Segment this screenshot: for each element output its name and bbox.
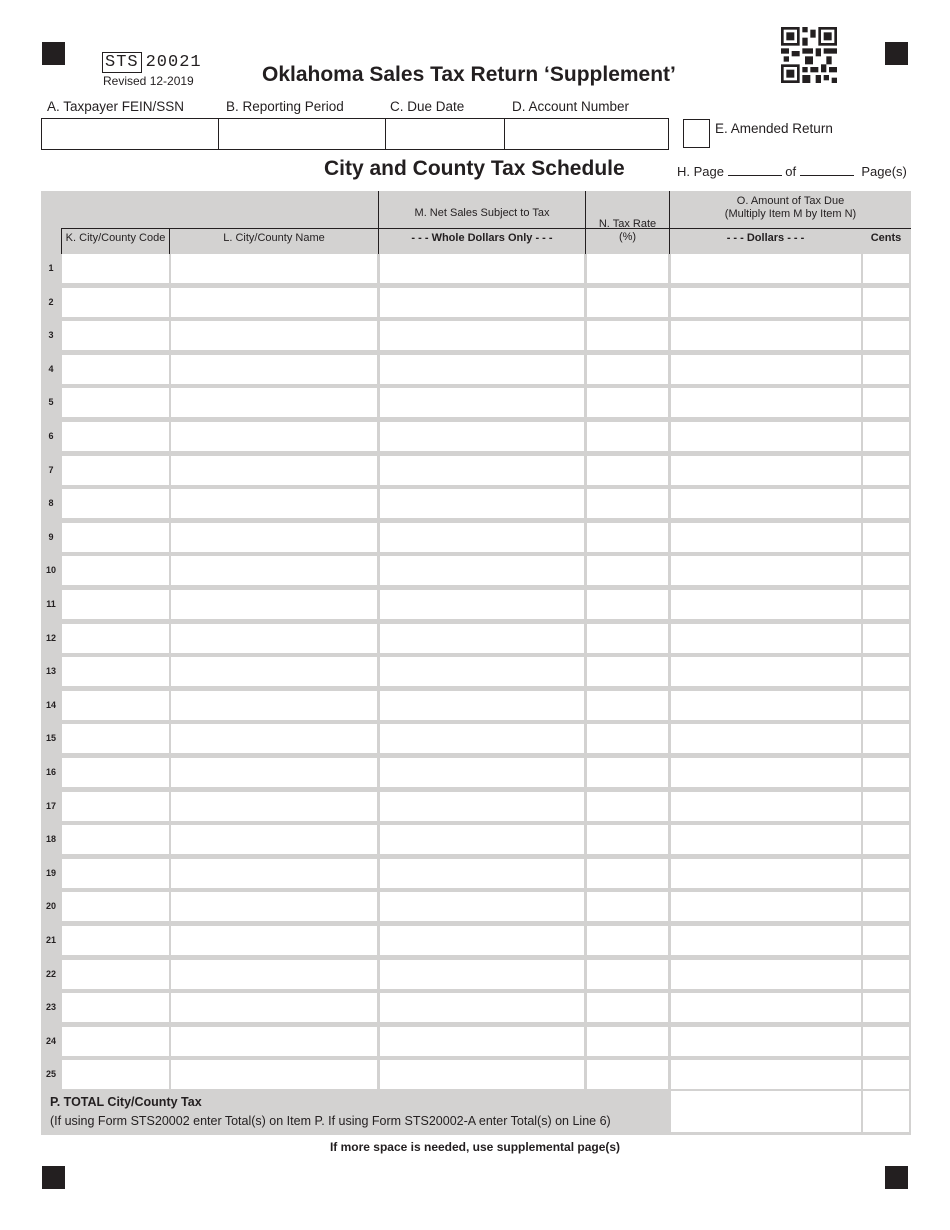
tax-cents-field[interactable] <box>863 758 909 787</box>
amended-return-checkbox[interactable] <box>683 119 710 148</box>
page-suffix-label: Page(s) <box>861 164 907 179</box>
taxpayer-info-fields <box>41 118 669 150</box>
city-county-code-field[interactable] <box>62 1027 169 1056</box>
tax-rate-field[interactable] <box>587 556 668 585</box>
tax-dollars-field[interactable] <box>671 1060 861 1089</box>
net-sales-field[interactable] <box>380 422 584 451</box>
row-number: 24 <box>45 1035 56 1046</box>
tax-dollars-field[interactable] <box>671 657 861 686</box>
schedule-title: City and County Tax Schedule <box>324 157 625 180</box>
net-sales-field[interactable] <box>380 556 584 585</box>
account-number-field[interactable] <box>505 119 668 149</box>
tax-cents-field[interactable] <box>863 254 909 283</box>
registration-mark-icon <box>42 42 65 65</box>
city-county-name-field[interactable] <box>171 758 377 787</box>
col-o-dollars-header: - - - Dollars - - - <box>726 232 805 244</box>
row-number: 9 <box>48 531 54 542</box>
net-sales-field[interactable] <box>380 859 584 888</box>
tax-dollars-field[interactable] <box>671 388 861 417</box>
net-sales-field[interactable] <box>380 691 584 720</box>
col-o-cents-header: Cents <box>870 232 902 244</box>
total-cents-field[interactable] <box>863 1091 909 1132</box>
tax-rate-field[interactable] <box>587 388 668 417</box>
city-county-code-field[interactable] <box>62 489 169 518</box>
tax-cents-field[interactable] <box>863 1027 909 1056</box>
tax-dollars-field[interactable] <box>671 624 861 653</box>
total-note: (If using Form STS20002 enter Total(s) on Item P. If using Form STS20002-A enter Total(s) on Line 6) <box>50 1114 611 1128</box>
row-number: 19 <box>45 867 56 878</box>
tax-cents-field[interactable] <box>863 624 909 653</box>
tax-rate-field[interactable] <box>587 254 668 283</box>
city-county-code-field[interactable] <box>62 691 169 720</box>
row-number: 7 <box>48 464 54 475</box>
tax-cents-field[interactable] <box>863 288 909 317</box>
col-l-header: L. City/County Name <box>223 232 325 244</box>
city-county-name-field[interactable] <box>171 724 377 753</box>
tax-cents-field[interactable] <box>863 859 909 888</box>
tax-cents-field[interactable] <box>863 590 909 619</box>
form-number <box>102 52 202 73</box>
tax-cents-field[interactable] <box>863 489 909 518</box>
city-county-code-field[interactable] <box>62 388 169 417</box>
tax-cents-field[interactable] <box>863 691 909 720</box>
tax-cents-field[interactable] <box>863 321 909 350</box>
city-county-name-field[interactable] <box>171 489 377 518</box>
net-sales-field[interactable] <box>380 657 584 686</box>
tax-dollars-field[interactable] <box>671 691 861 720</box>
page-total-field[interactable] <box>800 165 854 176</box>
tax-dollars-field[interactable] <box>671 254 861 283</box>
net-sales-field[interactable] <box>380 792 584 821</box>
row-number: 20 <box>45 901 56 912</box>
net-sales-field[interactable] <box>380 456 584 485</box>
city-county-name-field[interactable] <box>171 859 377 888</box>
row-number: 23 <box>45 1002 56 1013</box>
tax-dollars-field[interactable] <box>671 523 861 552</box>
city-county-name-field[interactable] <box>171 422 377 451</box>
city-county-code-field[interactable] <box>62 892 169 921</box>
city-county-name-field[interactable] <box>171 590 377 619</box>
page-of-label: of <box>785 164 797 179</box>
net-sales-field[interactable] <box>380 590 584 619</box>
tax-dollars-field[interactable] <box>671 1027 861 1056</box>
tax-rate-field[interactable] <box>587 960 668 989</box>
tax-rate-field[interactable] <box>587 456 668 485</box>
city-county-name-field[interactable] <box>171 993 377 1022</box>
city-county-name-field[interactable] <box>171 624 377 653</box>
net-sales-field[interactable] <box>380 254 584 283</box>
due-date-field[interactable] <box>386 119 504 149</box>
city-county-code-field[interactable] <box>62 758 169 787</box>
tax-dollars-field[interactable] <box>671 724 861 753</box>
tax-rate-field[interactable] <box>587 1060 668 1089</box>
tax-rate-field[interactable] <box>587 321 668 350</box>
city-county-code-field[interactable] <box>62 825 169 854</box>
net-sales-field[interactable] <box>380 926 584 955</box>
col-o-header: O. Amount of Tax Due <box>736 195 845 207</box>
row-number: 10 <box>45 565 56 576</box>
city-county-name-field[interactable] <box>171 321 377 350</box>
amended-return-label: E. Amended Return <box>715 121 833 136</box>
row-number: 11 <box>46 599 56 609</box>
tax-rate-field[interactable] <box>587 355 668 384</box>
tax-dollars-field[interactable] <box>671 892 861 921</box>
city-county-name-field[interactable] <box>171 657 377 686</box>
net-sales-field[interactable] <box>380 388 584 417</box>
city-county-name-field[interactable] <box>171 456 377 485</box>
tax-cents-field[interactable] <box>863 523 909 552</box>
net-sales-field[interactable] <box>380 993 584 1022</box>
tax-rate-field[interactable] <box>587 825 668 854</box>
col-n-header-unit: (%) <box>618 231 637 243</box>
tax-rate-field[interactable] <box>587 489 668 518</box>
tax-rate-field[interactable] <box>587 288 668 317</box>
tax-rate-field[interactable] <box>587 523 668 552</box>
row-number: 13 <box>45 666 56 677</box>
form-code-box: STS <box>102 52 142 73</box>
tax-cents-field[interactable] <box>863 960 909 989</box>
city-county-code-field[interactable] <box>62 254 169 283</box>
tax-rate-field[interactable] <box>587 624 668 653</box>
row-number: 25 <box>45 1069 56 1080</box>
city-county-name-field[interactable] <box>171 556 377 585</box>
city-county-name-field[interactable] <box>171 254 377 283</box>
qr-code-icon <box>781 27 837 83</box>
city-county-name-field[interactable] <box>171 691 377 720</box>
total-dollars-field[interactable] <box>671 1091 861 1132</box>
net-sales-field[interactable] <box>380 825 584 854</box>
tax-dollars-field[interactable] <box>671 859 861 888</box>
city-county-name-field[interactable] <box>171 288 377 317</box>
reporting-period-label: B. Reporting Period <box>226 99 344 114</box>
tax-rate-field[interactable] <box>587 926 668 955</box>
page-number-field[interactable] <box>728 165 782 176</box>
tax-cents-field[interactable] <box>863 892 909 921</box>
registration-mark-icon <box>42 1166 65 1189</box>
net-sales-field[interactable] <box>380 758 584 787</box>
city-county-code-field[interactable] <box>62 624 169 653</box>
total-title: P. TOTAL City/County Tax <box>50 1095 202 1109</box>
net-sales-field[interactable] <box>380 960 584 989</box>
net-sales-field[interactable] <box>380 288 584 317</box>
city-county-code-field[interactable] <box>62 556 169 585</box>
city-county-name-field[interactable] <box>171 825 377 854</box>
net-sales-field[interactable] <box>380 624 584 653</box>
tax-cents-field[interactable] <box>863 724 909 753</box>
tax-dollars-field[interactable] <box>671 792 861 821</box>
form-code-number: 20021 <box>145 53 202 72</box>
city-county-name-field[interactable] <box>171 1060 377 1089</box>
tax-rate-field[interactable] <box>587 657 668 686</box>
tax-cents-field[interactable] <box>863 657 909 686</box>
tax-rate-field[interactable] <box>587 590 668 619</box>
tax-cents-field[interactable] <box>863 825 909 854</box>
registration-mark-icon <box>885 42 908 65</box>
net-sales-field[interactable] <box>380 523 584 552</box>
row-number: 18 <box>45 834 56 845</box>
city-county-code-field[interactable] <box>62 993 169 1022</box>
tax-rate-field[interactable] <box>587 758 668 787</box>
tax-dollars-field[interactable] <box>671 422 861 451</box>
row-number: 21 <box>45 935 56 945</box>
tax-cents-field[interactable] <box>863 792 909 821</box>
tax-dollars-field[interactable] <box>671 825 861 854</box>
city-county-code-field[interactable] <box>62 960 169 989</box>
due-date-label: C. Due Date <box>390 99 465 114</box>
city-county-code-field[interactable] <box>62 288 169 317</box>
revised-date: Revised 12-2019 <box>103 74 194 88</box>
city-county-code-field[interactable] <box>62 657 169 686</box>
tax-cents-field[interactable] <box>863 456 909 485</box>
row-number: 15 <box>45 733 56 744</box>
tax-dollars-field[interactable] <box>671 993 861 1022</box>
account-number-label: D. Account Number <box>512 99 630 114</box>
schedule-table <box>41 191 911 1135</box>
net-sales-field[interactable] <box>380 1027 584 1056</box>
tax-cents-field[interactable] <box>863 388 909 417</box>
city-county-code-field[interactable] <box>62 792 169 821</box>
city-county-code-field[interactable] <box>62 355 169 384</box>
taxpayer-fein-label: A. Taxpayer FEIN/SSN <box>47 99 185 114</box>
tax-dollars-field[interactable] <box>671 926 861 955</box>
tax-dollars-field[interactable] <box>671 758 861 787</box>
net-sales-field[interactable] <box>380 724 584 753</box>
tax-rate-field[interactable] <box>587 691 668 720</box>
row-number: 22 <box>45 968 56 979</box>
row-number: 4 <box>48 363 54 374</box>
tax-dollars-field[interactable] <box>671 556 861 585</box>
form-title: Oklahoma Sales Tax Return ‘Supplement’ <box>262 63 676 86</box>
tax-cents-field[interactable] <box>863 993 909 1022</box>
city-county-code-field[interactable] <box>62 590 169 619</box>
row-number: 14 <box>45 699 56 710</box>
tax-cents-field[interactable] <box>863 556 909 585</box>
tax-rate-field[interactable] <box>587 724 668 753</box>
tax-dollars-field[interactable] <box>671 321 861 350</box>
col-n-header: N. Tax Rate <box>598 218 657 230</box>
city-county-code-field[interactable] <box>62 724 169 753</box>
city-county-code-field[interactable] <box>62 859 169 888</box>
row-number: 3 <box>48 330 54 341</box>
taxpayer-fein-field[interactable] <box>42 119 218 149</box>
tax-dollars-field[interactable] <box>671 456 861 485</box>
tax-dollars-field[interactable] <box>671 355 861 384</box>
city-county-code-field[interactable] <box>62 523 169 552</box>
city-county-name-field[interactable] <box>171 960 377 989</box>
net-sales-field[interactable] <box>380 321 584 350</box>
city-county-code-field[interactable] <box>62 926 169 955</box>
footer-note: If more space is needed, use supplemental page(s) <box>329 1140 621 1154</box>
city-county-code-field[interactable] <box>62 456 169 485</box>
page-label: H. Page <box>677 164 724 179</box>
tax-dollars-field[interactable] <box>671 489 861 518</box>
row-number: 5 <box>48 397 54 408</box>
city-county-name-field[interactable] <box>171 1027 377 1056</box>
col-k-header: K. City/County Code <box>65 232 166 244</box>
row-number: 16 <box>45 767 56 777</box>
tax-rate-field[interactable] <box>587 792 668 821</box>
city-county-name-field[interactable] <box>171 792 377 821</box>
col-m-header: M. Net Sales Subject to Tax <box>414 207 550 219</box>
city-county-code-field[interactable] <box>62 321 169 350</box>
net-sales-field[interactable] <box>380 1060 584 1089</box>
registration-mark-icon <box>885 1166 908 1189</box>
row-number: 1 <box>48 263 54 273</box>
city-county-code-field[interactable] <box>62 422 169 451</box>
city-county-name-field[interactable] <box>171 523 377 552</box>
tax-cents-field[interactable] <box>863 926 909 955</box>
col-m-subheader: - - - Whole Dollars Only - - - <box>411 232 553 244</box>
tax-dollars-field[interactable] <box>671 288 861 317</box>
city-county-name-field[interactable] <box>171 355 377 384</box>
tax-dollars-field[interactable] <box>671 590 861 619</box>
row-number: 8 <box>48 498 54 509</box>
row-number: 12 <box>45 632 56 643</box>
tax-rate-field[interactable] <box>587 892 668 921</box>
tax-cents-field[interactable] <box>863 355 909 384</box>
row-number: 2 <box>48 296 54 307</box>
row-number: 17 <box>45 800 56 811</box>
city-county-code-field[interactable] <box>62 1060 169 1089</box>
page-count-line <box>677 164 907 179</box>
net-sales-field[interactable] <box>380 355 584 384</box>
city-county-name-field[interactable] <box>171 892 377 921</box>
tax-rate-field[interactable] <box>587 859 668 888</box>
city-county-name-field[interactable] <box>171 388 377 417</box>
tax-rate-field[interactable] <box>587 422 668 451</box>
tax-cents-field[interactable] <box>863 422 909 451</box>
reporting-period-field[interactable] <box>219 119 385 149</box>
tax-cents-field[interactable] <box>863 1060 909 1089</box>
tax-rate-field[interactable] <box>587 993 668 1022</box>
tax-rate-field[interactable] <box>587 1027 668 1056</box>
city-county-name-field[interactable] <box>171 926 377 955</box>
tax-dollars-field[interactable] <box>671 960 861 989</box>
col-o-header-note: (Multiply Item M by Item N) <box>724 208 857 220</box>
net-sales-field[interactable] <box>380 892 584 921</box>
net-sales-field[interactable] <box>380 489 584 518</box>
row-number: 6 <box>48 431 54 441</box>
